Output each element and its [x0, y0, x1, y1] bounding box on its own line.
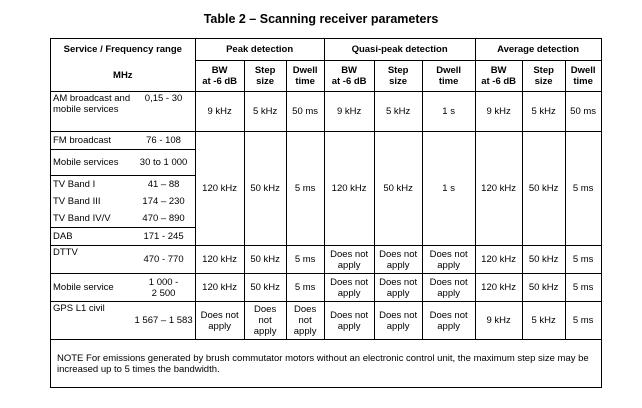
frequency-cell: 1 567 – 1 583: [133, 302, 196, 340]
frequency-cell: 470 - 770: [133, 246, 196, 274]
does-not-apply-cell: Does not apply: [244, 302, 286, 340]
service-cell: FM broadcast: [51, 132, 133, 150]
value-cell: 9 kHz: [195, 92, 244, 132]
does-not-apply-cell: Does not apply: [324, 302, 374, 340]
service-cell: TV Band III: [51, 193, 133, 210]
header-peak-dwell: Dwell time: [286, 61, 324, 92]
header-quasi-dwell: Dwell time: [422, 61, 475, 92]
value-cell: 120 kHz: [324, 132, 374, 246]
value-cell: 120 kHz: [475, 132, 522, 246]
value-cell: 1 s: [422, 132, 475, 246]
value-cell: 5 kHz: [522, 92, 565, 132]
value-cell: 50 ms: [565, 92, 601, 132]
header-quasi-peak-detection: Quasi-peak detection: [324, 39, 475, 61]
header-peak-detection: Peak detection: [195, 39, 324, 61]
frequency-cell: 30 to 1 000: [133, 150, 196, 176]
table-row: [51, 246, 602, 274]
header-average-detection: Average detection: [475, 39, 601, 61]
frequency-cell: 470 – 890: [133, 210, 196, 228]
service-cell: Mobile services: [51, 150, 133, 176]
value-cell: 50 kHz: [522, 274, 565, 302]
header-peak-bw: BW at -6 dB: [195, 61, 244, 92]
frequency-cell: 76 - 108: [133, 132, 196, 150]
header-average-dwell: Dwell time: [565, 61, 601, 92]
value-cell: 5 kHz: [522, 302, 565, 340]
value-cell: 5 ms: [565, 246, 601, 274]
value-cell: 120 kHz: [475, 274, 522, 302]
value-cell: 5 ms: [286, 246, 324, 274]
table-row: [51, 302, 602, 340]
header-quasi-bw: BW at -6 dB: [324, 61, 374, 92]
service-cell: GPS L1 civil: [51, 302, 133, 340]
value-cell: 5 kHz: [244, 92, 286, 132]
service-cell: DAB: [51, 228, 133, 246]
table-note: NOTE For emissions generated by brush commutator motors without an electronic control unit, the maximum step size may be increased up to 5 times the bandwidth.: [51, 340, 602, 388]
service-cell: DTTV: [51, 246, 133, 274]
service-cell: TV Band IV/V: [51, 210, 133, 228]
frequency-cell: 1 000 - 2 500: [133, 274, 196, 302]
frequency-cell: 174 – 230: [133, 193, 196, 210]
value-cell: 5 ms: [565, 132, 601, 246]
service-cell: TV Band I: [51, 176, 133, 194]
value-cell: 1 s: [422, 92, 475, 132]
value-cell: 5 ms: [565, 274, 601, 302]
does-not-apply-cell: Does not apply: [324, 274, 374, 302]
does-not-apply-cell: Does not apply: [195, 302, 244, 340]
does-not-apply-cell: Does not apply: [422, 302, 475, 340]
value-cell: 50 ms: [286, 92, 324, 132]
value-cell: 50 kHz: [244, 274, 286, 302]
table-row: [51, 274, 602, 302]
value-cell: 9 kHz: [324, 92, 374, 132]
header-quasi-step: Step size: [374, 61, 422, 92]
value-cell: 50 kHz: [244, 132, 286, 246]
value-cell: 50 kHz: [244, 246, 286, 274]
value-cell: 5 ms: [565, 302, 601, 340]
does-not-apply-cell: Does not apply: [286, 302, 324, 340]
value-cell: 120 kHz: [195, 132, 244, 246]
frequency-cell: 0,15 - 30: [133, 92, 196, 132]
value-cell: 5 ms: [286, 132, 324, 246]
does-not-apply-cell: Does not apply: [422, 246, 475, 274]
service-cell: Mobile service: [51, 274, 133, 302]
table-row: [51, 92, 602, 132]
value-cell: 5 kHz: [374, 92, 422, 132]
header-mhz: MHz: [51, 61, 196, 92]
value-cell: 120 kHz: [475, 246, 522, 274]
value-cell: 50 kHz: [522, 246, 565, 274]
does-not-apply-cell: Does not apply: [374, 302, 422, 340]
header-service-range: Service / Frequency range: [51, 39, 196, 61]
value-cell: 120 kHz: [195, 274, 244, 302]
value-cell: 50 kHz: [522, 132, 565, 246]
value-cell: 120 kHz: [195, 246, 244, 274]
header-average-step: Step size: [522, 61, 565, 92]
does-not-apply-cell: Does not apply: [374, 274, 422, 302]
table-title: Table 2 – Scanning receiver parameters: [203, 12, 439, 26]
does-not-apply-cell: Does not apply: [422, 274, 475, 302]
value-cell: 9 kHz: [475, 92, 522, 132]
table-row: [51, 132, 602, 150]
header-peak-step: Step size: [244, 61, 286, 92]
header-average-bw: BW at -6 dB: [475, 61, 522, 92]
value-cell: 5 ms: [286, 274, 324, 302]
value-cell: 50 kHz: [374, 132, 422, 246]
service-cell: AM broadcast and mobile services: [51, 92, 133, 132]
does-not-apply-cell: Does not apply: [374, 246, 422, 274]
scanning-receiver-table: [50, 38, 602, 388]
frequency-cell: 41 – 88: [133, 176, 196, 194]
value-cell: 9 kHz: [475, 302, 522, 340]
does-not-apply-cell: Does not apply: [324, 246, 374, 274]
frequency-cell: 171 - 245: [133, 228, 196, 246]
